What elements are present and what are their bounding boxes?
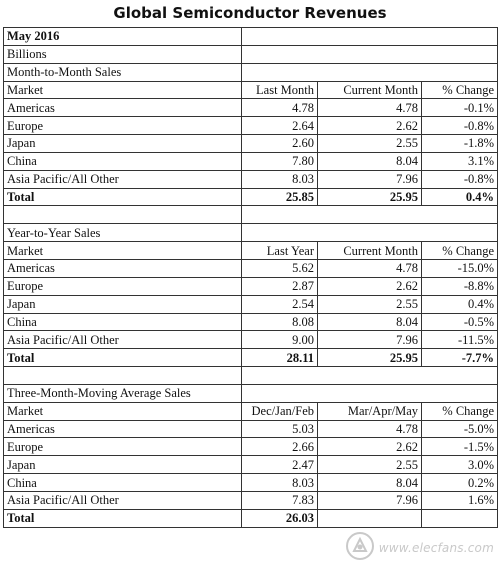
market-cell: Asia Pacific/All Other xyxy=(4,491,242,509)
table-row xyxy=(4,474,498,492)
previous-value-cell: 7.80 xyxy=(242,152,318,170)
total-row xyxy=(4,188,498,206)
table-row xyxy=(4,456,498,474)
col-header-previous: Dec/Jan/Feb xyxy=(242,402,318,420)
change-cell: -15.0% xyxy=(422,259,498,277)
previous-value-cell: 8.08 xyxy=(242,313,318,331)
market-cell: China xyxy=(4,152,242,170)
previous-value-cell: 7.83 xyxy=(242,491,318,509)
units-label: Billions xyxy=(4,45,242,63)
market-cell: Japan xyxy=(4,456,242,474)
market-cell: Asia Pacific/All Other xyxy=(4,170,242,188)
market-cell: Japan xyxy=(4,295,242,313)
current-value-cell: 8.04 xyxy=(318,152,422,170)
previous-value-cell: 2.54 xyxy=(242,295,318,313)
electronics-logo-icon xyxy=(345,531,375,566)
change-cell: -8.8% xyxy=(422,277,498,295)
current-value-cell: 8.04 xyxy=(318,474,422,492)
table-row xyxy=(4,295,498,313)
change-cell: -0.8% xyxy=(422,117,498,135)
current-value-cell: 4.78 xyxy=(318,259,422,277)
current-value-cell: 7.96 xyxy=(318,331,422,349)
market-cell: China xyxy=(4,313,242,331)
section-heading-row xyxy=(4,384,498,402)
change-cell: -0.5% xyxy=(422,313,498,331)
table-row xyxy=(4,170,498,188)
col-header-market: Market xyxy=(4,81,242,99)
previous-value-cell: 8.03 xyxy=(242,474,318,492)
total-label: Total xyxy=(4,509,242,527)
market-cell: Americas xyxy=(4,259,242,277)
col-header-current: Mar/Apr/May xyxy=(318,402,422,420)
table-row xyxy=(4,313,498,331)
previous-value-cell: 2.87 xyxy=(242,277,318,295)
table-row xyxy=(4,277,498,295)
current-value-cell: 2.62 xyxy=(318,277,422,295)
col-header-previous: Last Year xyxy=(242,242,318,260)
previous-value-cell: 2.60 xyxy=(242,135,318,153)
previous-value-cell: 9.00 xyxy=(242,331,318,349)
column-header-row xyxy=(4,81,498,99)
table-row xyxy=(4,331,498,349)
market-cell: Europe xyxy=(4,117,242,135)
period-label: May 2016 xyxy=(4,28,242,46)
change-cell: 1.6% xyxy=(422,491,498,509)
change-cell: -0.8% xyxy=(422,170,498,188)
change-cell: -11.5% xyxy=(422,331,498,349)
section-heading-filler xyxy=(242,384,498,402)
section-heading-filler xyxy=(242,63,498,81)
market-cell: Europe xyxy=(4,438,242,456)
change-cell: -0.1% xyxy=(422,99,498,117)
column-header-row xyxy=(4,402,498,420)
change-cell: -1.5% xyxy=(422,438,498,456)
total-row xyxy=(4,509,498,527)
current-value-cell: 4.78 xyxy=(318,99,422,117)
units-filler xyxy=(242,45,498,63)
total-change-cell: -7.7% xyxy=(422,349,498,367)
current-value-cell: 2.62 xyxy=(318,438,422,456)
current-value-cell: 8.04 xyxy=(318,313,422,331)
spacer-cell xyxy=(4,367,242,385)
change-cell: 3.1% xyxy=(422,152,498,170)
spacer-cell xyxy=(4,206,242,224)
market-cell: Americas xyxy=(4,420,242,438)
current-value-cell: 2.55 xyxy=(318,295,422,313)
current-value-cell: 4.78 xyxy=(318,420,422,438)
total-label: Total xyxy=(4,188,242,206)
total-current-cell: 25.95 xyxy=(318,349,422,367)
watermark xyxy=(334,530,494,566)
col-header-previous: Last Month xyxy=(242,81,318,99)
period-filler xyxy=(242,28,498,46)
spacer-row xyxy=(4,206,498,224)
section-heading-row xyxy=(4,63,498,81)
section-heading: Year-to-Year Sales xyxy=(4,224,242,242)
current-value-cell: 2.55 xyxy=(318,456,422,474)
table-row xyxy=(4,491,498,509)
market-cell: Asia Pacific/All Other xyxy=(4,331,242,349)
current-value-cell: 2.62 xyxy=(318,117,422,135)
spacer-filler xyxy=(242,206,498,224)
previous-value-cell: 8.03 xyxy=(242,170,318,188)
section-heading-row xyxy=(4,224,498,242)
col-header-market: Market xyxy=(4,402,242,420)
total-previous-cell: 26.03 xyxy=(242,509,318,527)
change-cell: 0.4% xyxy=(422,295,498,313)
market-cell: China xyxy=(4,474,242,492)
section-heading: Three-Month-Moving Average Sales xyxy=(4,384,242,402)
table-row xyxy=(4,135,498,153)
total-label: Total xyxy=(4,349,242,367)
total-change-cell xyxy=(422,509,498,527)
change-cell: 0.2% xyxy=(422,474,498,492)
market-cell: Americas xyxy=(4,99,242,117)
previous-value-cell: 5.03 xyxy=(242,420,318,438)
total-row xyxy=(4,349,498,367)
change-cell: -1.8% xyxy=(422,135,498,153)
market-cell: Europe xyxy=(4,277,242,295)
total-current-cell xyxy=(318,509,422,527)
units-row xyxy=(4,45,498,63)
table-row xyxy=(4,117,498,135)
spacer-filler xyxy=(242,367,498,385)
total-previous-cell: 28.11 xyxy=(242,349,318,367)
table-row xyxy=(4,259,498,277)
section-heading-filler xyxy=(242,224,498,242)
total-previous-cell: 25.85 xyxy=(242,188,318,206)
previous-value-cell: 2.64 xyxy=(242,117,318,135)
market-cell: Japan xyxy=(4,135,242,153)
previous-value-cell: 4.78 xyxy=(242,99,318,117)
table-row xyxy=(4,420,498,438)
table-row xyxy=(4,99,498,117)
page-title: Global Semiconductor Revenues xyxy=(113,4,387,22)
current-value-cell: 7.96 xyxy=(318,170,422,188)
change-cell: 3.0% xyxy=(422,456,498,474)
total-change-cell: 0.4% xyxy=(422,188,498,206)
table-row xyxy=(4,438,498,456)
col-header-change: % Change xyxy=(422,402,498,420)
col-header-current: Current Month xyxy=(318,242,422,260)
column-header-row xyxy=(4,242,498,260)
col-header-current: Current Month xyxy=(318,81,422,99)
current-value-cell: 7.96 xyxy=(318,491,422,509)
spacer-row xyxy=(4,367,498,385)
watermark-text: www.elecfans.com xyxy=(378,541,494,555)
table-row xyxy=(4,152,498,170)
col-header-change: % Change xyxy=(422,81,498,99)
section-heading: Month-to-Month Sales xyxy=(4,63,242,81)
previous-value-cell: 2.66 xyxy=(242,438,318,456)
current-value-cell: 2.55 xyxy=(318,135,422,153)
period-row xyxy=(4,28,498,46)
revenue-table xyxy=(3,27,498,528)
previous-value-cell: 2.47 xyxy=(242,456,318,474)
col-header-change: % Change xyxy=(422,242,498,260)
change-cell: -5.0% xyxy=(422,420,498,438)
previous-value-cell: 5.62 xyxy=(242,259,318,277)
col-header-market: Market xyxy=(4,242,242,260)
total-current-cell: 25.95 xyxy=(318,188,422,206)
